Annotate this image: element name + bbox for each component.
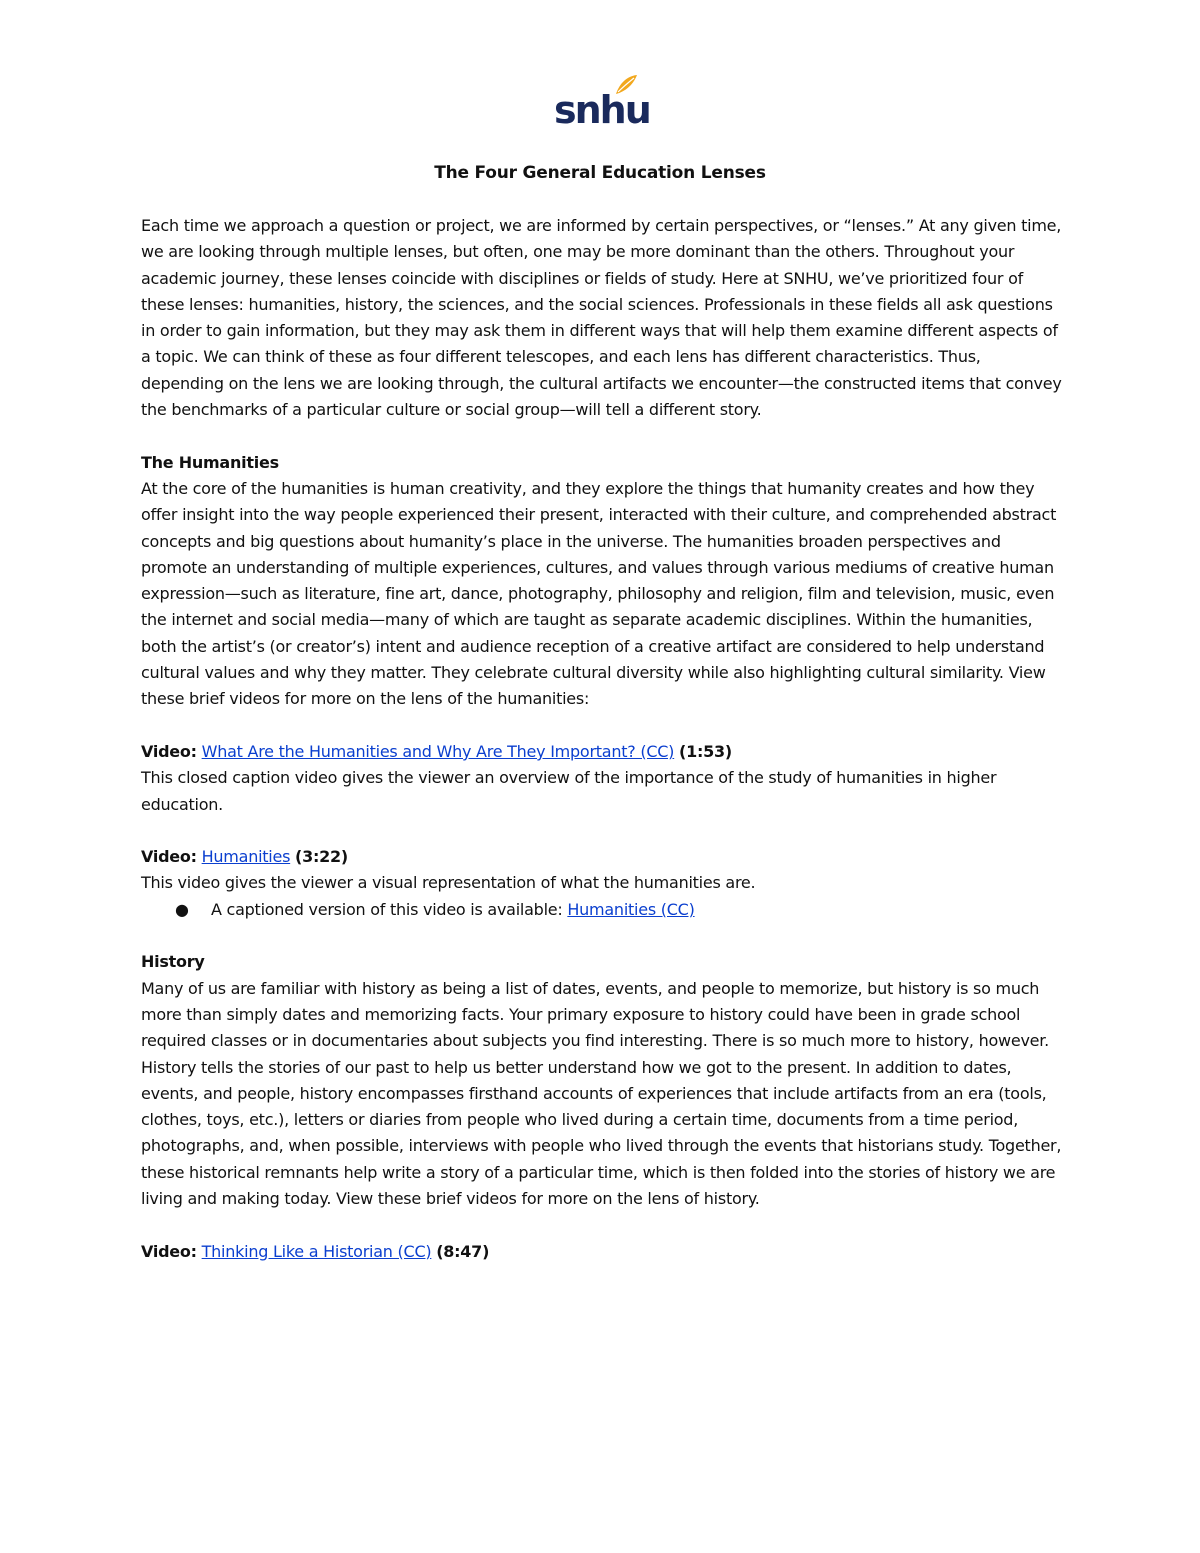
video-link-humanities[interactable]: Humanities — [201, 847, 291, 867]
bullet-icon: ● — [175, 899, 189, 919]
video-duration: (3:22) — [295, 847, 348, 867]
caption-bullet-list — [141, 897, 1066, 923]
video-description: This video gives the viewer a visual representation of what the humanities are. — [141, 873, 756, 893]
intro-paragraph: Each time we approach a question or project, we are informed by certain perspectives, or “lenses.” At any given time, we are looking through multiple lenses, but often, one may be more dominant than the others. Throughout your academic journey, these lenses coincide with disciplines or fields of study. Here at SNHU, we’ve prioritized four of these lenses: humanities, history, the sciences, and the social sciences. Professionals in these fields all ask questions in order to gain information, but they may ask them in different ways that will help them examine different aspects of a topic. We can think of these as four different telescopes, and each lens has different characteristics. Thus, depending on the lens we are looking through, the cultural artifacts we encounter—the constructed items that convey the benchmarks of a particular culture or social group—will tell a different story. — [141, 216, 1062, 420]
video-label: Video: — [141, 847, 197, 867]
logo-wordmark: snhu — [554, 88, 650, 132]
list-item — [141, 897, 1066, 923]
video-duration: (1:53) — [679, 741, 732, 761]
bullet-text: A captioned version of this video is available: — [211, 899, 563, 919]
page-title: The Four General Education Lenses — [434, 163, 766, 183]
snhu-logo — [554, 74, 650, 132]
video-description: This closed caption video gives the viewer an overview of the importance of the study of humanities in higher education. — [141, 768, 997, 814]
humanities-paragraph: At the core of the humanities is human creativity, and they explore the things that humanity creates and how they offer insight into the way people experienced their present, interacted with their culture, and comprehended abstract concepts and big questions about humanity’s place in the universe. The humanities broaden perspectives and promote an understanding of multiple experiences, cultures, and values through various mediums of creative human expression—such as literature, fine art, dance, photography, philosophy and religion, film and television, music, even the internet and social media—many of which are taught as separate academic disciplines. Within the humanities, both the artist’s (or creator’s) intent and audience reception of a creative artifact are considered to help understand cultural values and why they matter. They celebrate cultural diversity while also highlighting cultural similarity. View these brief videos for more on the lens of the humanities: — [141, 478, 1057, 709]
history-video-1 — [141, 1239, 1066, 1265]
humanities-video-1 — [141, 739, 1066, 765]
history-heading: History — [141, 952, 205, 972]
document-body — [141, 213, 1066, 1265]
video-link-humanities-cc[interactable]: Humanities (CC) — [567, 899, 695, 919]
video-label: Video: — [141, 741, 197, 761]
humanities-video-2 — [141, 844, 1066, 870]
video-link-thinking-like-historian[interactable]: Thinking Like a Historian (CC) — [201, 1241, 432, 1261]
video-link-what-are-humanities[interactable]: What Are the Humanities and Why Are They Important? (CC) — [201, 741, 675, 761]
humanities-heading: The Humanities — [141, 452, 279, 472]
video-label: Video: — [141, 1241, 197, 1261]
history-paragraph: Many of us are familiar with history as being a list of dates, events, and people to memorize, but history is so much more than simply dates and memorizing facts. Your primary exposure to history could have been in grade school required classes or in documentaries about subjects you find interesting. There is so much more to history, however. History tells the stories of our past to help us better understand how we got to the present. In addition to dates, events, and people, history encompasses firsthand accounts of experiences that include artifacts from an era (tools, clothes, toys, etc.), letters or diaries from people who lived during a certain time, documents from a time period, photographs, and, when possible, interviews with people who lived through the events that historians study. Together, these historical remnants help write a story of a particular time, which is then folded into the stories of history we are living and making today. View these brief videos for more on the lens of history. — [141, 978, 1062, 1208]
video-duration: (8:47) — [436, 1241, 490, 1261]
